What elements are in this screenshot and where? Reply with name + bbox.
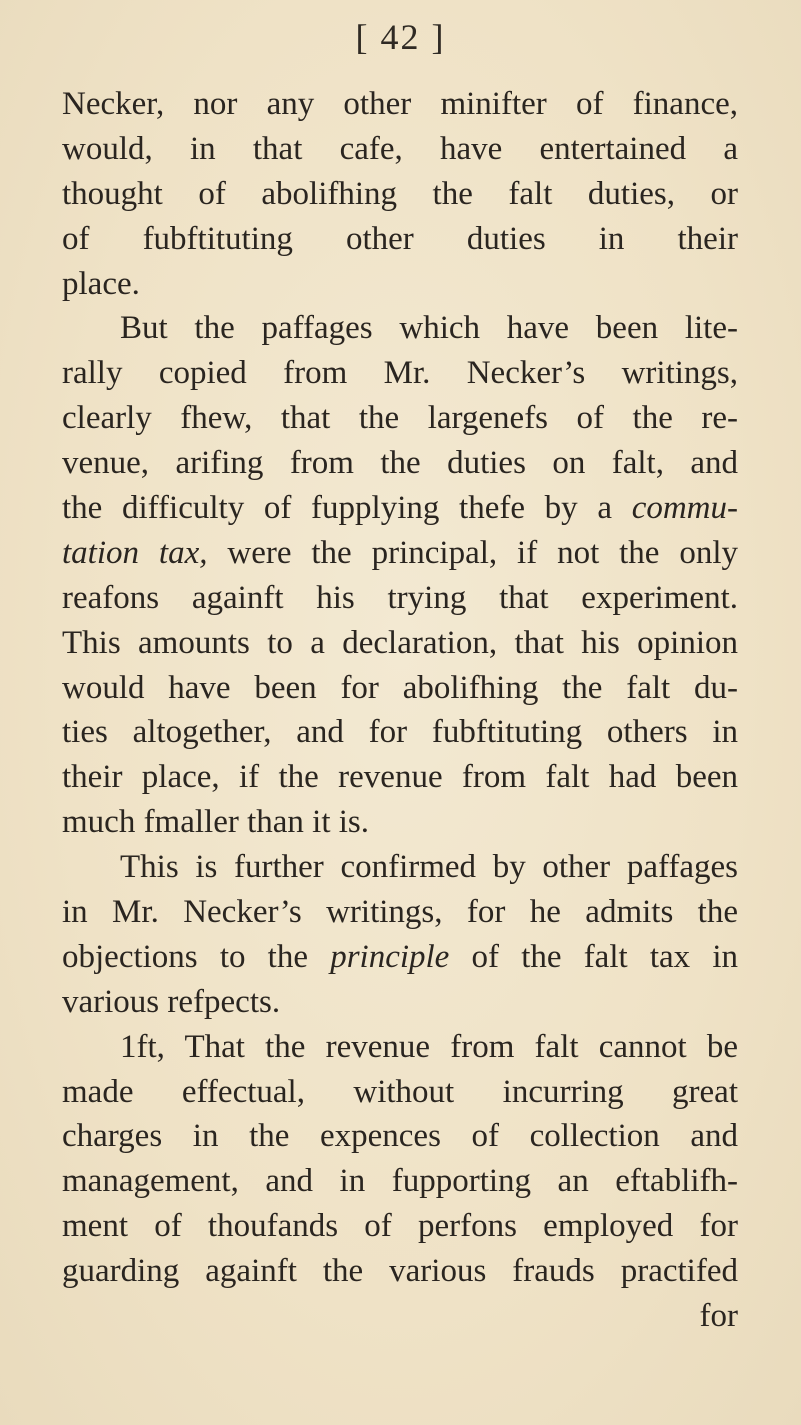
text-line: rally copied from Mr. Necker’s writings, xyxy=(62,355,738,392)
italic-text: principle xyxy=(330,938,450,975)
text-line: much fmaller than it is. xyxy=(62,804,370,841)
text-line: management, and in fupporting an eftablifh- xyxy=(62,1163,738,1200)
text-line: made effectual, without incurring great xyxy=(62,1073,738,1110)
text-line: in Mr. Necker’s writings, for he admits the xyxy=(62,894,738,931)
page-number: [ 42 ] xyxy=(355,17,446,57)
italic-text: tation tax, xyxy=(62,534,208,571)
text-line: Necker, nor any other minifter of finance, xyxy=(62,86,738,122)
text-line: ties altogether, and for fubftituting others in xyxy=(62,714,738,751)
text-segment: of the falt tax in xyxy=(471,938,739,975)
text-line: charges in the expences of collection and xyxy=(62,1118,738,1155)
text-line: venue, arifing from the duties on falt, and xyxy=(62,445,738,482)
italic-text: commu- xyxy=(631,490,739,527)
text-line: thought of abolifhing the falt duties, or xyxy=(62,175,738,212)
text-line: place. xyxy=(62,265,140,302)
catchword: for xyxy=(699,1298,738,1335)
text-line: This is further confirmed by other paffages xyxy=(120,849,738,886)
text-line: would have been for abolifhing the falt du- xyxy=(62,669,738,706)
text-segment: the difficulty of fupplying thefe by a xyxy=(62,490,613,527)
text-line: reafons againft his trying that experiment. xyxy=(62,579,738,616)
text-line: 1ft, That the revenue from falt cannot be xyxy=(120,1028,738,1065)
text-segment: objections to the xyxy=(62,938,308,975)
text-line xyxy=(62,486,738,531)
text-line: clearly fhew, that the largenefs of the re- xyxy=(62,400,738,437)
text-line xyxy=(62,531,738,576)
text-line: This amounts to a declaration, that his opinion xyxy=(62,624,738,661)
text-line: their place, if the revenue from falt had been xyxy=(62,759,738,796)
text-line: ment of thoufands of perfons employed for xyxy=(62,1208,738,1245)
body-text xyxy=(62,82,738,1339)
text-line: guarding againft the various frauds practifed xyxy=(62,1253,738,1290)
text-line: But the paffages which have been lite- xyxy=(120,310,738,347)
text-line: various refpects. xyxy=(62,983,281,1020)
text-line xyxy=(62,935,738,980)
text-line: would, in that cafe, have entertained a xyxy=(62,130,738,167)
text-segment: were the principal, if not the only xyxy=(227,534,739,571)
text-line: of fubftituting other duties in their xyxy=(62,220,738,257)
